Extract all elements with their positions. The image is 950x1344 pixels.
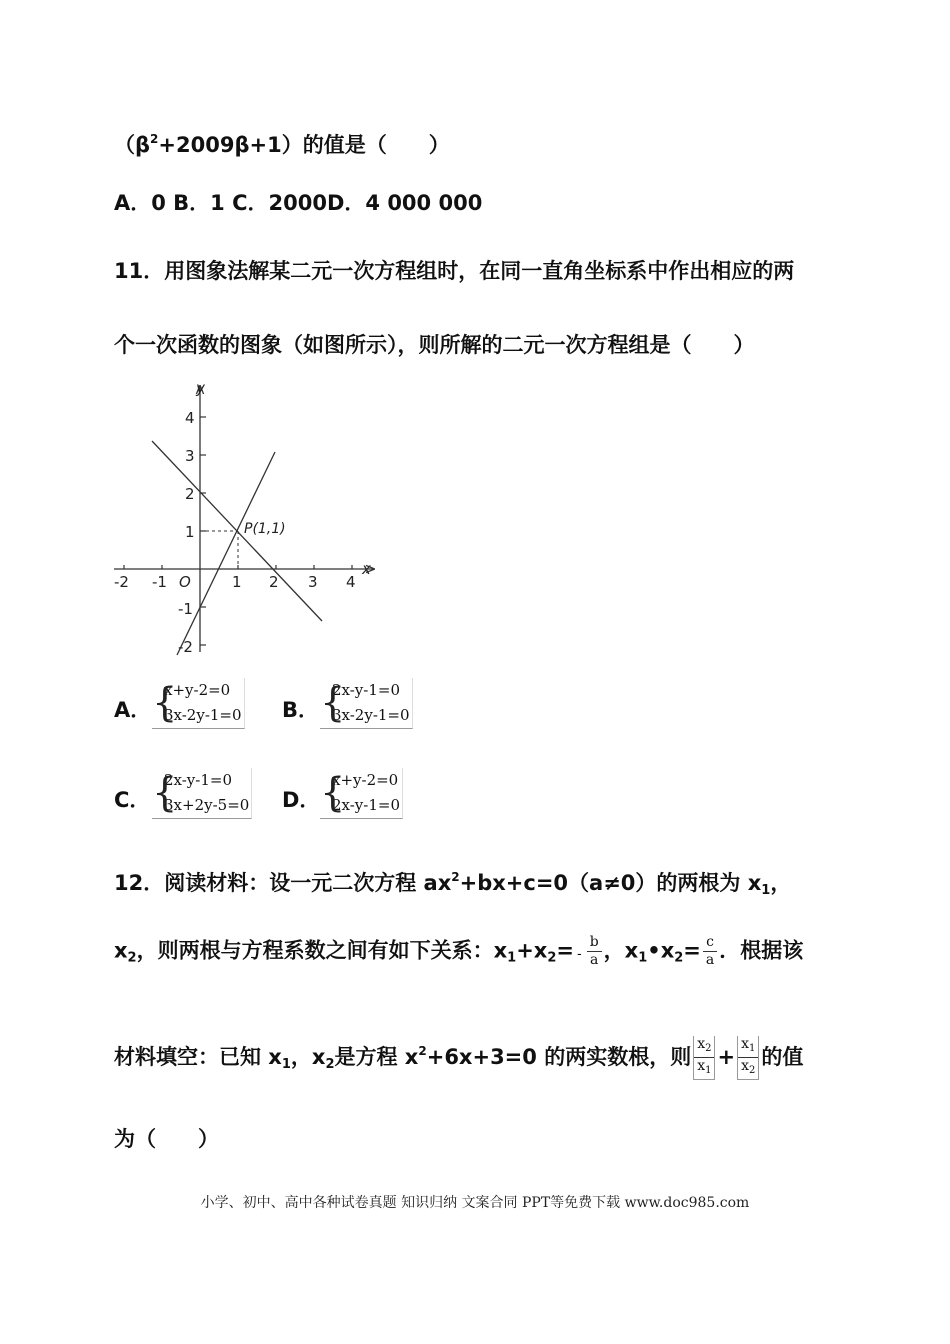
- subscript: 1: [638, 950, 648, 966]
- equation: 2x-y-1=0: [164, 771, 233, 789]
- subscript: 1: [281, 1057, 291, 1072]
- subscript: 1: [749, 1043, 756, 1054]
- q12-line4: 为（ ）: [114, 1127, 219, 1151]
- q10-expression-line: [114, 124, 450, 160]
- q10-text-rest: +2009β+1）的值是（ ）: [158, 133, 450, 157]
- plus-sign: +: [717, 1045, 736, 1069]
- subscript: 1: [507, 950, 517, 966]
- numerator: [694, 1036, 714, 1057]
- x-tick-label: -2: [114, 573, 129, 591]
- text: x: [114, 938, 128, 963]
- equation: x+y-2=0: [332, 771, 399, 789]
- variable: x: [741, 1058, 749, 1074]
- y-tick-label: -1: [178, 600, 193, 618]
- subscript: 1: [705, 1065, 712, 1076]
- text: 是方程 x: [334, 1045, 419, 1069]
- equation: 3x-2y-1=0: [164, 706, 242, 724]
- q12-line3: [114, 1036, 803, 1080]
- y-tick-label: -2: [178, 638, 193, 656]
- q11-option-d-letter: D．: [282, 788, 321, 812]
- exponent: 2: [418, 1044, 427, 1058]
- variable: x: [697, 1036, 706, 1052]
- denominator: [738, 1057, 758, 1080]
- equation: 2x-y-1=0: [332, 681, 401, 699]
- fraction-c-over-a: [703, 934, 717, 969]
- q11-option-d-system: [320, 768, 403, 819]
- q12-line2: [114, 934, 803, 974]
- q11-stem-line1: 11．用图象法解某二元一次方程组时，在同一直角坐标系中作出相应的两: [114, 259, 795, 283]
- text: ，x: [603, 938, 639, 963]
- subscript: 2: [325, 1057, 335, 1072]
- y-tick-label: 4: [185, 409, 195, 427]
- exponent: 2: [451, 870, 460, 884]
- origin-label: O: [179, 573, 191, 591]
- fraction-b-over-a: [587, 934, 602, 969]
- text: ，: [770, 871, 792, 895]
- subscript: 1: [761, 883, 771, 898]
- page-footer: 小学、初中、高中各种试卷真题 知识归纳 文案合同 PPT等免费下载 www.doc985.com: [200, 1195, 750, 1211]
- q11-option-b-letter: B．: [282, 698, 320, 722]
- brace-icon: {: [152, 770, 178, 816]
- q10-text-open: （β: [114, 133, 151, 157]
- subscript: 2: [749, 1065, 756, 1076]
- subscript: 2: [674, 950, 684, 966]
- denominator: a: [587, 951, 602, 969]
- q11-option-a-letter: A．: [114, 698, 152, 722]
- q11-stem-line2: 个一次函数的图象（如图所示），则所解的二元一次方程组是（ ）: [114, 333, 755, 357]
- y-tick-label: 2: [185, 485, 195, 503]
- equation: 2x-y-1=0: [332, 796, 401, 814]
- numerator: b: [589, 934, 599, 950]
- text: 材料填空：已知 x: [114, 1045, 282, 1069]
- q11-coordinate-graph: [112, 380, 382, 660]
- y-tick-label: 1: [185, 523, 195, 541]
- x-tick-label: -1: [152, 573, 167, 591]
- x-tick-label: 4: [346, 573, 356, 591]
- y-tick-label: 3: [185, 447, 195, 465]
- text: +6x+3=0 的两实数根，则: [426, 1045, 692, 1069]
- text: ，x: [290, 1045, 326, 1069]
- q11-option-c-system: [152, 768, 252, 819]
- equation: x+y-2=0: [164, 681, 231, 699]
- numerator: [738, 1036, 758, 1057]
- x-tick-label: 3: [308, 573, 318, 591]
- q11-option-b-system: [320, 678, 413, 729]
- q11-option-a-system: [152, 678, 245, 729]
- numerator: c: [706, 934, 714, 950]
- brace-icon: {: [320, 770, 346, 816]
- x-axis-label: x: [362, 560, 371, 578]
- text: •x: [647, 938, 675, 963]
- text: 12．阅读材料：设一元二次方程 ax: [114, 871, 452, 895]
- text: 的值: [761, 1045, 804, 1069]
- q10-options: A．0 B．1 C．2000D．4 000 000: [114, 191, 483, 215]
- text: +bx+c=0（a≠0）的两根为 x: [459, 871, 762, 895]
- subscript: 2: [705, 1043, 712, 1054]
- denominator: [694, 1057, 714, 1080]
- equation: 3x+2y-5=0: [164, 796, 250, 814]
- denominator: a: [703, 951, 717, 969]
- variable: x: [697, 1058, 706, 1074]
- brace-icon: {: [320, 680, 346, 726]
- text: ，则两根与方程系数之间有如下关系：x: [136, 938, 508, 963]
- text: ．根据该: [719, 938, 804, 963]
- x-tick-label: 1: [232, 573, 242, 591]
- q11-option-c-letter: C．: [114, 788, 151, 812]
- y-axis-label: y: [196, 380, 205, 397]
- subscript: 2: [127, 950, 137, 966]
- fraction-x2-over-x1: [693, 1036, 715, 1080]
- text: =: [683, 938, 701, 963]
- q12-line1: [114, 862, 791, 906]
- minus-sign: -: [577, 946, 582, 962]
- x-tick-label: 2: [269, 573, 279, 591]
- brace-icon: {: [152, 680, 178, 726]
- text: =: [556, 938, 574, 963]
- fraction-x1-over-x2: [737, 1036, 759, 1080]
- point-p-label: P(1,1): [244, 521, 286, 537]
- equation: 3x-2y-1=0: [332, 706, 410, 724]
- text: +x: [516, 938, 548, 963]
- variable: x: [741, 1036, 749, 1052]
- q10-exponent: 2: [150, 132, 159, 146]
- subscript: 2: [547, 950, 557, 966]
